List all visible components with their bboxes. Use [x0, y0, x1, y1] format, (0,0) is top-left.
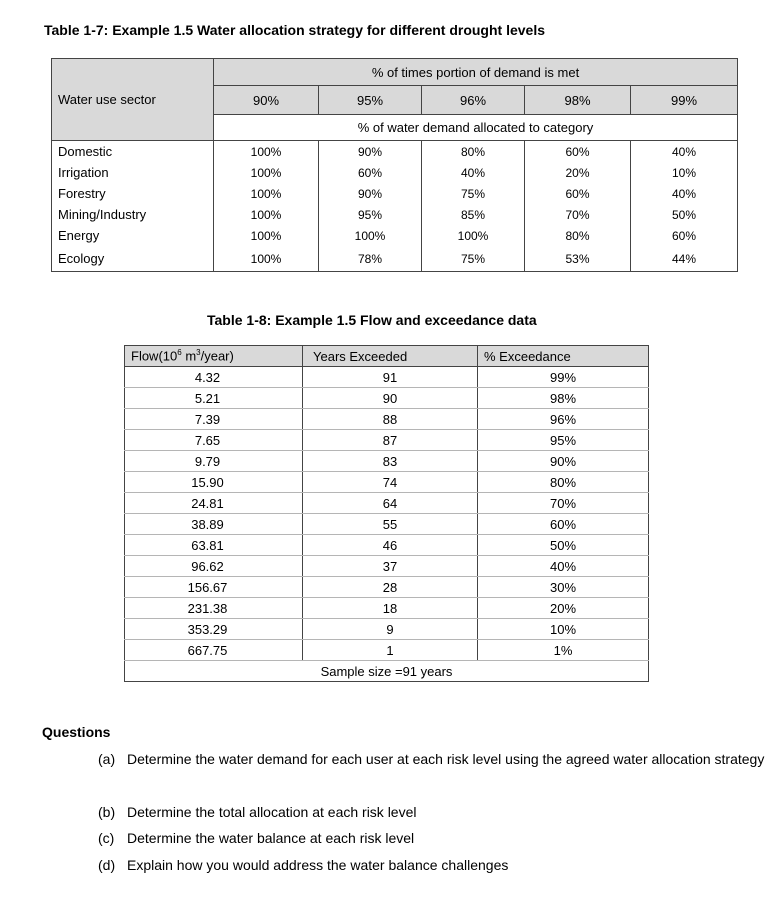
table-row [125, 577, 649, 598]
flow-cell: 7.65 [125, 430, 303, 451]
years-cell: 28 [303, 577, 478, 598]
flow-cell: 231.38 [125, 598, 303, 619]
years-cell: 74 [303, 472, 478, 493]
value-cell: 90% [319, 141, 422, 163]
years-cell: 83 [303, 451, 478, 472]
years-cell: 55 [303, 514, 478, 535]
exceedance-cell: 98% [478, 388, 649, 409]
value-cell: 100% [214, 141, 319, 163]
table-row [52, 225, 738, 246]
question-text: Determine the total allocation at each risk level [127, 804, 417, 820]
sector-cell: Mining/Industry [52, 204, 214, 225]
sector-header: Water use sector [52, 59, 214, 141]
table-row [125, 556, 649, 577]
value-cell: 40% [631, 141, 738, 163]
years-cell: 88 [303, 409, 478, 430]
years-cell: 18 [303, 598, 478, 619]
flow-cell: 7.39 [125, 409, 303, 430]
question-label: (d) [98, 857, 116, 873]
flow-cell: 96.62 [125, 556, 303, 577]
level-header: 98% [525, 86, 631, 115]
exceedance-cell: 70% [478, 493, 649, 514]
years-cell: 90 [303, 388, 478, 409]
years-cell: 91 [303, 367, 478, 388]
sector-cell: Irrigation [52, 162, 214, 183]
sector-cell: Ecology [52, 246, 214, 272]
value-cell: 100% [214, 225, 319, 246]
question-text: Determine the water balance at each risk level [127, 830, 415, 846]
question-label: (b) [98, 804, 116, 820]
exceedance-cell: 40% [478, 556, 649, 577]
value-cell: 100% [214, 162, 319, 183]
table-row [125, 388, 649, 409]
value-cell: 80% [525, 225, 631, 246]
flow-cell: 353.29 [125, 619, 303, 640]
flow-cell: 15.90 [125, 472, 303, 493]
value-cell: 95% [319, 204, 422, 225]
table-row [125, 640, 649, 661]
table-8-title: Table 1-8: Example 1.5 Flow and exceedance data [207, 312, 537, 328]
years-cell: 64 [303, 493, 478, 514]
exceedance-cell: 10% [478, 619, 649, 640]
exceedance-cell: 30% [478, 577, 649, 598]
table-row [125, 472, 649, 493]
value-cell: 100% [214, 204, 319, 225]
value-cell: 10% [631, 162, 738, 183]
table-row [52, 141, 738, 163]
flow-cell: 38.89 [125, 514, 303, 535]
value-cell: 78% [319, 246, 422, 272]
exceedance-cell: 50% [478, 535, 649, 556]
questions-heading: Questions [42, 724, 111, 740]
value-cell: 40% [422, 162, 525, 183]
level-header: 96% [422, 86, 525, 115]
table-row [125, 535, 649, 556]
value-cell: 85% [422, 204, 525, 225]
flow-cell: 9.79 [125, 451, 303, 472]
flow-cell: 63.81 [125, 535, 303, 556]
table-row [52, 183, 738, 204]
value-cell: 60% [525, 141, 631, 163]
allocated-subheader: % of water demand allocated to category [214, 115, 738, 141]
table-row [125, 409, 649, 430]
exceedance-cell: 80% [478, 472, 649, 493]
exceedance-cell: 95% [478, 430, 649, 451]
exceedance-cell: 99% [478, 367, 649, 388]
table-row [52, 246, 738, 272]
value-cell: 60% [319, 162, 422, 183]
table-row [125, 493, 649, 514]
flow-cell: 4.32 [125, 367, 303, 388]
value-cell: 20% [525, 162, 631, 183]
sector-cell: Forestry [52, 183, 214, 204]
value-cell: 100% [422, 225, 525, 246]
value-cell: 44% [631, 246, 738, 272]
years-cell: 87 [303, 430, 478, 451]
value-cell: 75% [422, 183, 525, 204]
table-7-title: Table 1-7: Example 1.5 Water allocation strategy for different drought levels [44, 22, 546, 38]
table-footer [125, 661, 649, 682]
question-label: (a) [98, 751, 116, 767]
value-cell: 53% [525, 246, 631, 272]
table-row [125, 430, 649, 451]
exceedance-cell: 90% [478, 451, 649, 472]
exceedance-cell: 60% [478, 514, 649, 535]
exceedance-cell: 96% [478, 409, 649, 430]
met-header: % of times portion of demand is met [214, 59, 738, 86]
value-cell: 60% [525, 183, 631, 204]
table-row [52, 162, 738, 183]
flow-cell: 24.81 [125, 493, 303, 514]
flow-cell: 5.21 [125, 388, 303, 409]
value-cell: 100% [319, 225, 422, 246]
question-text: Explain how you would address the water balance challenges [127, 857, 509, 873]
value-cell: 90% [319, 183, 422, 204]
value-cell: 100% [214, 183, 319, 204]
table-row [125, 367, 649, 388]
flow-cell: 156.67 [125, 577, 303, 598]
value-cell: 70% [525, 204, 631, 225]
level-header: 95% [319, 86, 422, 115]
years-cell: 1 [303, 640, 478, 661]
table-row [125, 619, 649, 640]
table-row [125, 451, 649, 472]
sector-cell: Domestic [52, 141, 214, 163]
exceedance-header: % Exceedance [478, 346, 649, 367]
level-header: 99% [631, 86, 738, 115]
table-row [125, 514, 649, 535]
question-text: Determine the water demand for each user at each risk level using the agreed water allocation strategy [127, 751, 765, 767]
value-cell: 60% [631, 225, 738, 246]
exceedance-cell: 20% [478, 598, 649, 619]
value-cell: 80% [422, 141, 525, 163]
flow-cell: 667.75 [125, 640, 303, 661]
years-cell: 37 [303, 556, 478, 577]
question-label: (c) [98, 830, 115, 846]
table-row [52, 204, 738, 225]
flow-exceedance-table [124, 345, 649, 682]
value-cell: 100% [214, 246, 319, 272]
years-cell: 9 [303, 619, 478, 640]
flow-header: $Flow(10^6$ $m^3/year$) [125, 346, 303, 367]
sample-size-note: Sample size =91 years [125, 661, 649, 682]
exceedance-cell: 1% [478, 640, 649, 661]
table-row [125, 598, 649, 619]
value-cell: 50% [631, 204, 738, 225]
years-header: Years Exceeded [303, 346, 478, 367]
water-allocation-table [51, 58, 738, 272]
sector-cell: Energy [52, 225, 214, 246]
value-cell: 75% [422, 246, 525, 272]
level-header: 90% [214, 86, 319, 115]
value-cell: 40% [631, 183, 738, 204]
years-cell: 46 [303, 535, 478, 556]
